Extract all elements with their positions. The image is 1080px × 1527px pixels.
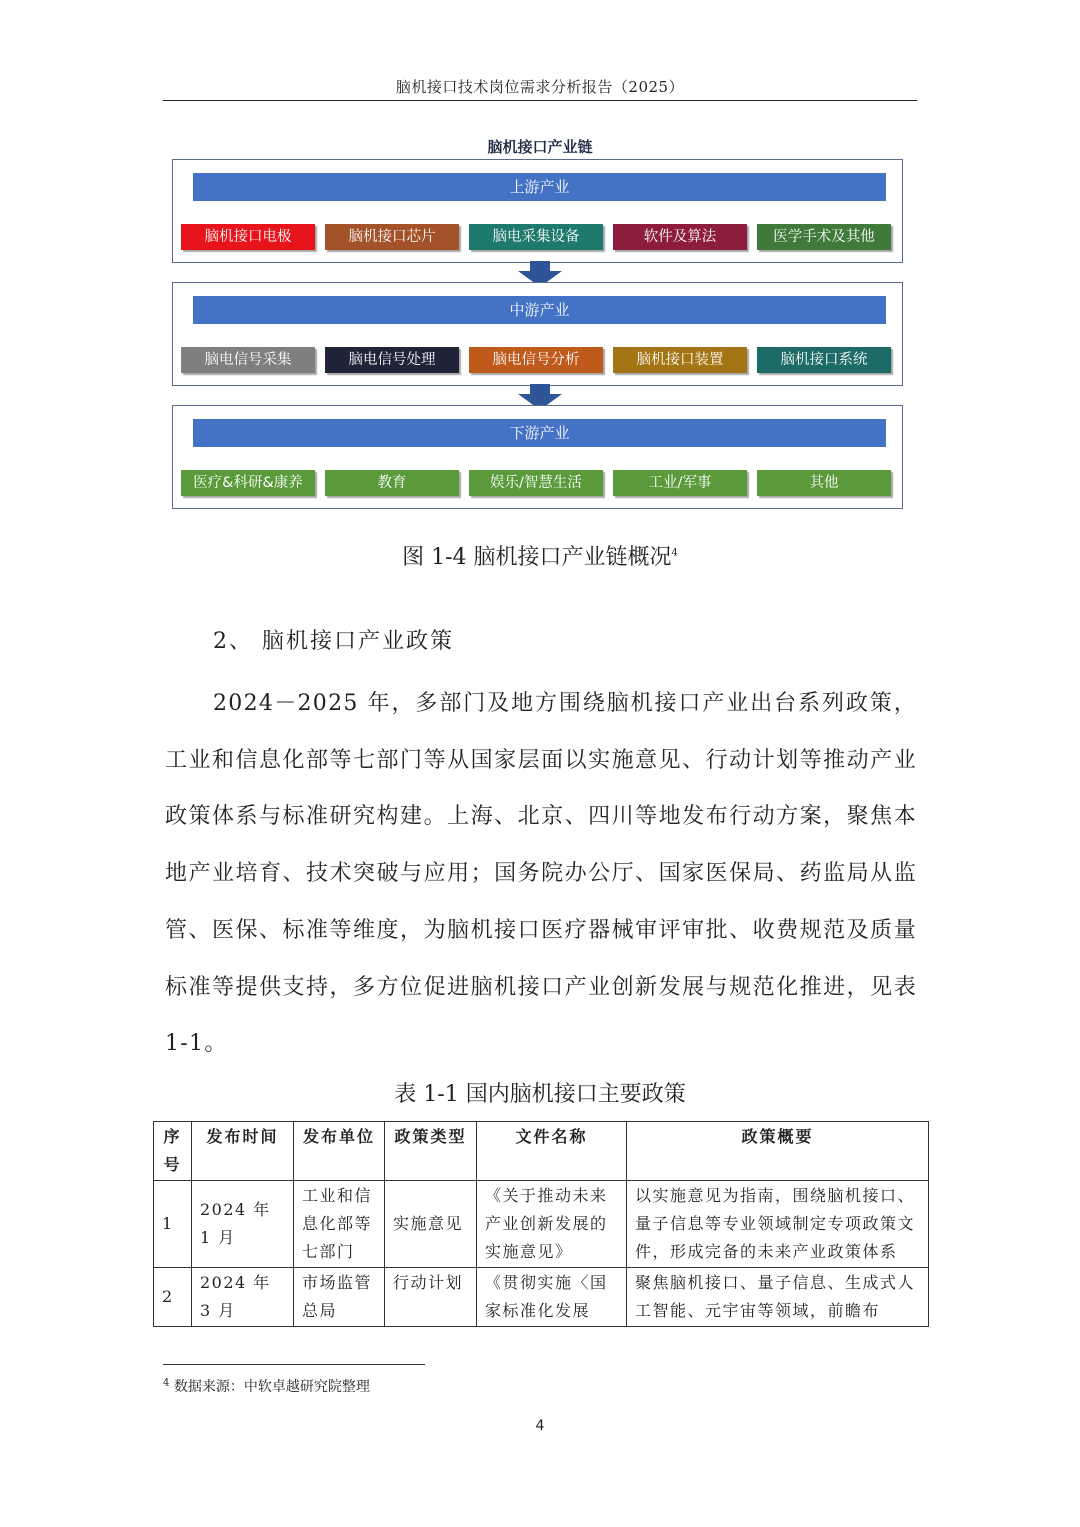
figure-caption: [0, 540, 1080, 571]
tier-upstream-items: [181, 224, 894, 250]
cell-date: 2024 年 1 月: [192, 1181, 294, 1268]
header-doc: 文件名称: [477, 1122, 627, 1181]
cell-date: 2024 年 3 月: [192, 1268, 294, 1327]
footnote-mark: 4: [163, 1377, 170, 1389]
header-type: 政策类型: [385, 1122, 477, 1181]
cell-type: 行动计划: [385, 1268, 477, 1327]
chain-item: 医疗&科研&康养: [181, 470, 315, 496]
body-paragraph: 2024－2025 年，多部门及地方围绕脑机接口产业出台系列政策，工业和信息化部等七部门等从国家层面以实施意见、行动计划等推动产业政策体系与标准研究构建。上海、北京、四川等地发布行动方案，聚焦本地产业培育、技术突破与应用；国务院办公厅、国家医保局、药监局从监管、医保、标准等维度，为脑机接口医疗器械审评审批、收费规范及质量标准等提供支持，多方位促进脑机接口产业创新发展与规范化推进，见表 1-1。: [165, 691, 917, 1057]
footnote-ref[interactable]: 4: [671, 547, 678, 559]
tier-upstream-bar: 上游产业: [193, 173, 886, 201]
tier-downstream: [172, 405, 903, 509]
tier-downstream-bar: 下游产业: [193, 419, 886, 447]
figure-caption-text: 图 1-4 脑机接口产业链概况: [402, 545, 672, 570]
tier-midstream-bar: 中游产业: [193, 296, 886, 324]
cell-org: 市场监管总局: [294, 1268, 385, 1327]
cell-type: 实施意见: [385, 1181, 477, 1268]
tier-midstream-items: [181, 347, 894, 373]
chain-item: 脑机接口芯片: [325, 224, 459, 250]
footnote-rule: [163, 1364, 425, 1365]
header-rule: [163, 100, 917, 101]
cell-doc: 《贯彻实施〈国家标准化发展: [477, 1268, 627, 1327]
cell-summary: 以实施意见为指南，围绕脑机接口、量子信息等专业领域制定专项政策文件，形成完备的未来产业政策体系: [627, 1181, 929, 1268]
diagram-title: 脑机接口产业链: [487, 138, 593, 156]
chain-item: 脑机接口装置: [613, 347, 747, 373]
tier-upstream: [172, 159, 903, 263]
chain-item: 娱乐/智慧生活: [469, 470, 603, 496]
chain-item: 其他: [757, 470, 891, 496]
tier-downstream-items: [181, 470, 894, 496]
table-header-row: [154, 1122, 929, 1181]
cell-org: 工业和信息化部等七部门: [294, 1181, 385, 1268]
cell-no: 2: [154, 1268, 192, 1327]
chain-item: 软件及算法: [613, 224, 747, 250]
policy-table: [153, 1121, 929, 1327]
page-number: 4: [535, 1418, 545, 1434]
industry-chain-diagram: [160, 132, 920, 522]
cell-summary: 聚焦脑机接口、量子信息、生成式人工智能、元宇宙等领域，前瞻布: [627, 1268, 929, 1327]
cell-doc: 《关于推动未来产业创新发展的实施意见》: [477, 1181, 627, 1268]
header-org: 发布单位: [294, 1122, 385, 1181]
header-summary: 政策概要: [627, 1122, 929, 1181]
tier-midstream: [172, 282, 903, 386]
chain-item: 脑电信号处理: [325, 347, 459, 373]
chain-item: 脑电信号采集: [181, 347, 315, 373]
chain-item: 医学手术及其他: [757, 224, 891, 250]
chain-item: 脑机接口系统: [757, 347, 891, 373]
page-header-title: 脑机接口技术岗位需求分析报告（2025）: [395, 78, 685, 96]
table-row: [154, 1181, 929, 1268]
header-no: 序号: [154, 1122, 192, 1181]
table-row: [154, 1268, 929, 1327]
chain-item: 脑电信号分析: [469, 347, 603, 373]
header-date: 发布时间: [192, 1122, 294, 1181]
cell-no: 1: [154, 1181, 192, 1268]
section-heading: 2、 脑机接口产业政策: [213, 629, 454, 654]
chain-item: 工业/军事: [613, 470, 747, 496]
chain-item: 脑电采集设备: [469, 224, 603, 250]
footnote: [163, 1376, 370, 1396]
chain-item: 教育: [325, 470, 459, 496]
chain-item: 脑机接口电极: [181, 224, 315, 250]
table-caption: 表 1-1 国内脑机接口主要政策: [394, 1082, 686, 1107]
footnote-text: 数据来源：中软卓越研究院整理: [173, 1379, 370, 1395]
